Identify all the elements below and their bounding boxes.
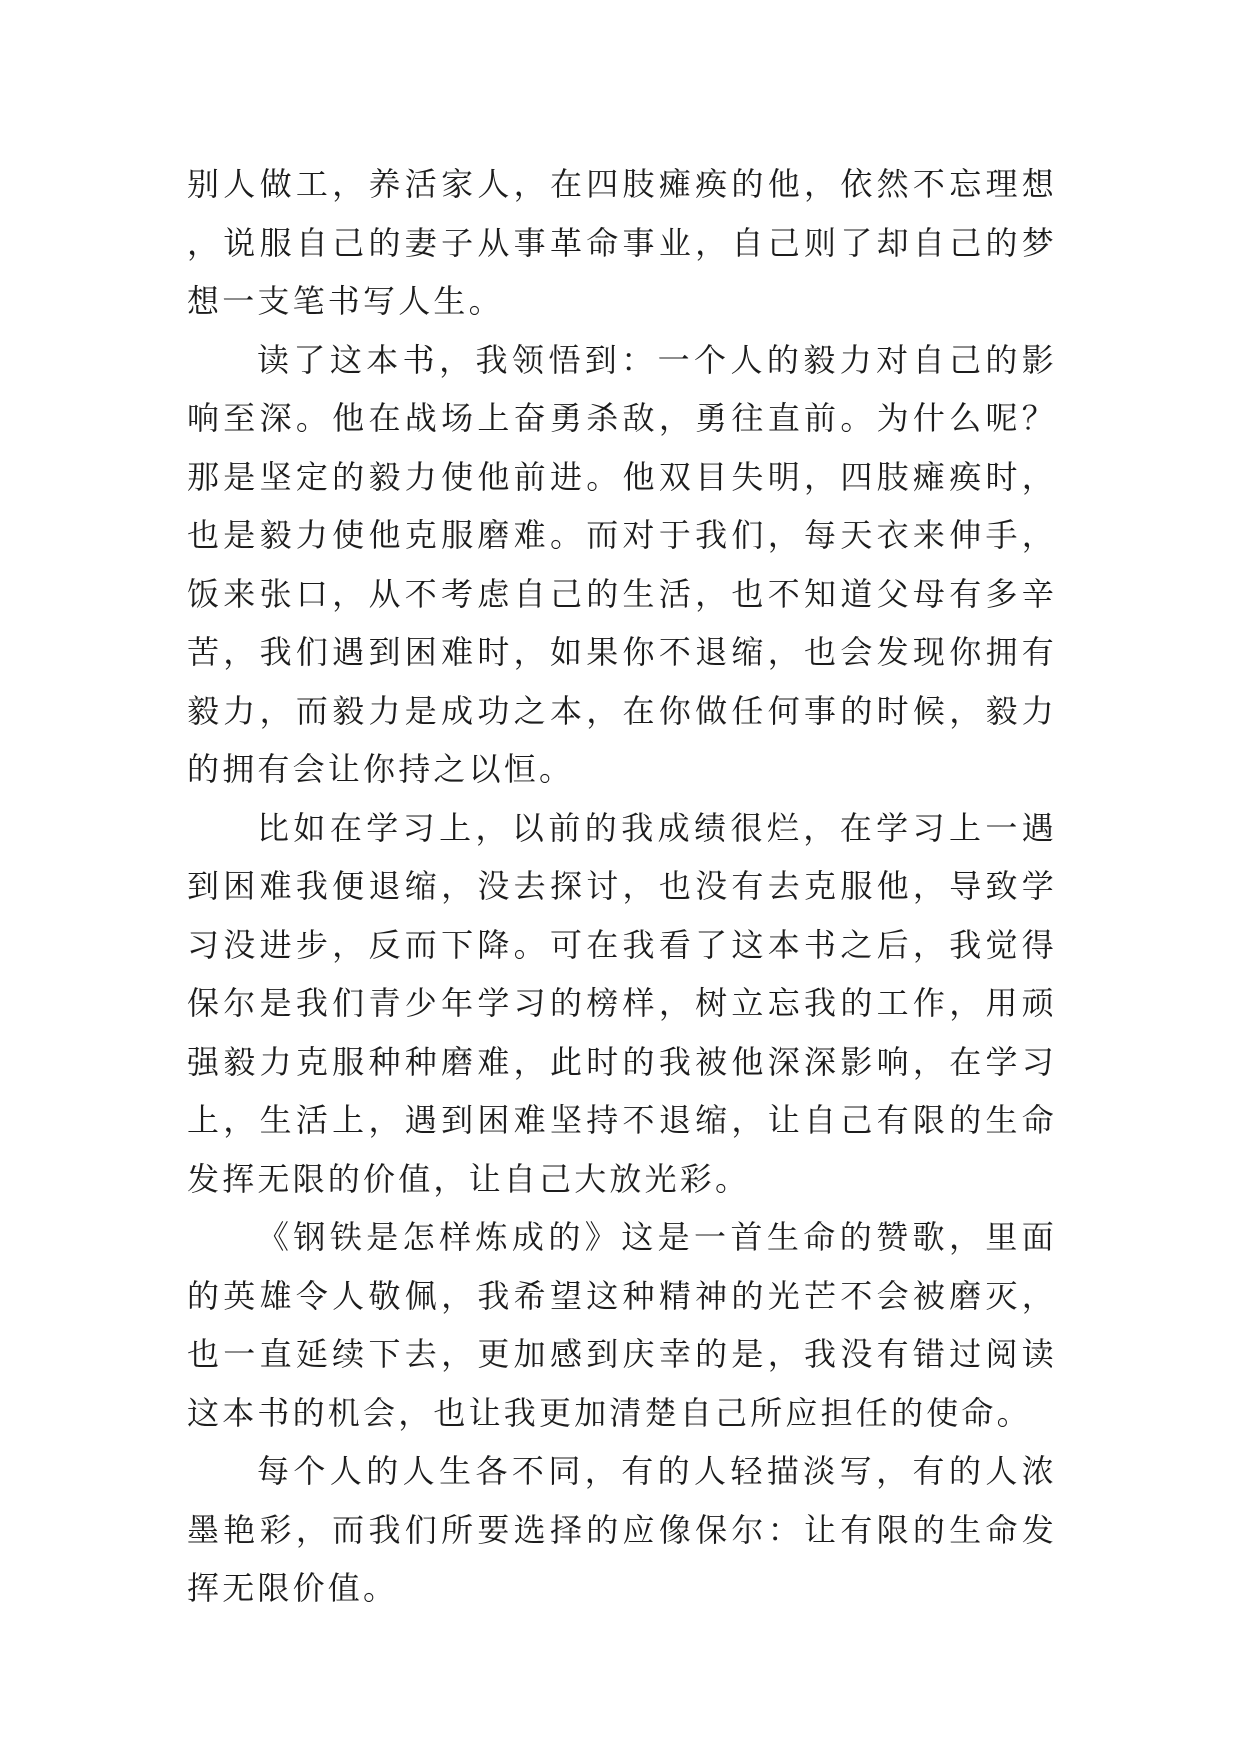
paragraph-1: 别人做工，养活家人，在四肢瘫痪的他，依然不忘理想，说服自己的妻子从事革命事业，自己则了却自己的梦想一支笔书写人生。	[187, 165, 1057, 320]
paragraph-3: 比如在学习上，以前的我成绩很烂，在学习上一遇到困难我便退缩，没去探讨，也没有去克服他，导致学习没进步，反而下降。可在我看了这本书之后，我觉得保尔是我们青少年学习的榜样，树立忘我的工作，用顽强毅力克服种种磨难，此时的我被他深深影响，在学习上，生活上，遇到困难坚持不退缩，让自己有限的生命发挥无限的价值，让自己大放光彩。	[187, 808, 1057, 1198]
paragraph-2: 读了这本书，我领悟到：一个人的毅力对自己的影响至深。他在战场上奋勇杀敌，勇往直前。为什么呢？那是坚定的毅力使他前进。他双目失明，四肢瘫痪时，也是毅力使他克服磨难。而对于我们，每天衣来伸手，饭来张口，从不考虑自己的生活，也不知道父母有多辛苦，我们遇到困难时，如果你不退缩，也会发现你拥有毅力，而毅力是成功之本，在你做任何事的时候，毅力的拥有会让你持之以恒。	[187, 340, 1057, 788]
paragraph-4: 《钢铁是怎样炼成的》这是一首生命的赞歌，里面的英雄令人敬佩，我希望这种精神的光芒不会被磨灭，也一直延续下去，更加感到庆幸的是，我没有错过阅读这本书的机会，也让我更加清楚自己所应担任的使命。	[187, 1218, 1057, 1432]
document-body	[187, 155, 1057, 1618]
paragraph-5: 每个人的人生各不同，有的人轻描淡写，有的人浓墨艳彩，而我们所要选择的应像保尔：让有限的生命发挥无限价值。	[187, 1452, 1057, 1607]
